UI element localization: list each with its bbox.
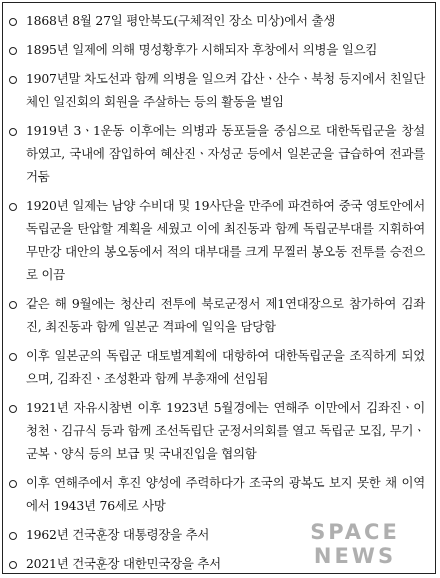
circle-bullet-icon — [9, 301, 17, 309]
watermark-line-1: SPACE — [310, 520, 400, 544]
timeline-box — [2, 2, 436, 574]
timeline-item — [9, 292, 425, 338]
circle-bullet-icon — [9, 480, 17, 488]
timeline-item-text: 1962년 건국훈장 대통령장을 추서 — [26, 527, 210, 542]
timeline-item-text: 1921년 자유시참변 이후 1923년 5월경에는 연해주 이만에서 김좌진ㆍ이청천ㆍ김규식 등과 함께 조선독립단 군정서의회를 열고 독립군 모집, 무기ㆍ군복ㆍ양식 등의 보급 및 국내진입을 협의함 — [26, 400, 425, 461]
timeline-item-text: 같은 해 9월에는 청산리 전투에 북로군정서 제1연대장으로 참가하여 김좌진, 최진동과 함께 일본군 격파에 일익을 담당함 — [26, 296, 425, 334]
timeline-item — [9, 552, 425, 575]
timeline-item-text: 1920년 일제는 남양 수비대 및 19사단을 만주에 파견하여 중국 영토안에서 독립군을 탄압할 계획을 세웠고 이에 최진동과 함께 독립군부대를 지휘하여 무만강 대안의 봉오동에서 적의 대부대를 크게 무찔러 봉오동 전투를 승전으로 이끔 — [26, 198, 425, 282]
timeline-item-text: 이후 일본군의 독립군 대토벌계획에 대항하여 대한독립군을 조직하게 되었으며, 김좌진ㆍ조성환과 함께 부총재에 선임됨 — [26, 348, 425, 386]
circle-bullet-icon — [9, 18, 17, 26]
timeline-item-text: 1895년 일제에 의해 명성황후가 시해되자 후창에서 의병을 일으킴 — [26, 42, 378, 57]
circle-bullet-icon — [9, 561, 17, 569]
timeline-item-text: 2021년 건국훈장 대한민국장을 추서 — [26, 556, 221, 571]
timeline-item-text: 이후 연해주에서 후진 양성에 주력하다가 조국의 광복도 보지 못한 채 이역에서 1943년 76세로 사망 — [26, 475, 425, 513]
circle-bullet-icon — [9, 47, 17, 55]
timeline-item — [9, 344, 425, 390]
circle-bullet-icon — [9, 203, 17, 211]
watermark-line-2: NEWS — [313, 544, 397, 568]
timeline-item — [9, 119, 425, 188]
timeline-item — [9, 396, 425, 465]
circle-bullet-icon — [9, 532, 17, 540]
circle-bullet-icon — [9, 353, 17, 361]
timeline-item-text: 1868년 8월 27일 평안북도(구체적인 장소 미상)에서 출생 — [26, 13, 336, 28]
timeline-item-text: 1919년 3ㆍ1운동 이후에는 의병과 동포들을 중심으로 대한독립군을 창설하였고, 국내에 잠입하여 혜산진ㆍ자성군 등에서 일본군을 급습하여 전과를 거둠 — [26, 123, 425, 184]
timeline-item-text: 1907년말 차도선과 함께 의병을 일으켜 갑산ㆍ산수ㆍ북청 등지에서 친일단체인 일진회의 회원을 주살하는 등의 활동을 벌임 — [26, 71, 425, 109]
circle-bullet-icon — [9, 405, 17, 413]
timeline-item — [9, 471, 425, 517]
timeline-item — [9, 523, 425, 546]
circle-bullet-icon — [9, 76, 17, 84]
timeline-list — [3, 3, 435, 575]
timeline-item — [9, 67, 425, 113]
circle-bullet-icon — [9, 128, 17, 136]
timeline-item — [9, 38, 425, 61]
timeline-item — [9, 194, 425, 286]
timeline-item — [9, 9, 425, 32]
